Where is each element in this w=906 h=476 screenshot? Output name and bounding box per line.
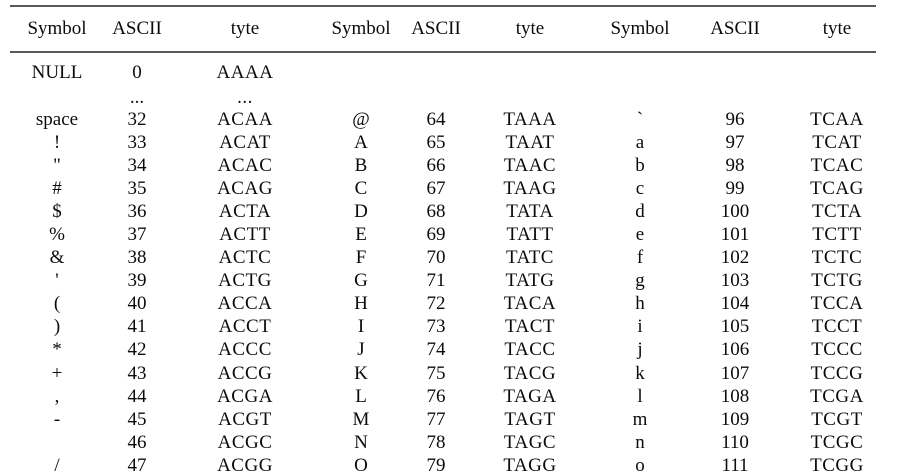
cell-tyte: TACT — [504, 316, 556, 338]
cell-tyte: ACTT — [219, 224, 271, 246]
cell-ascii: 67 — [426, 177, 446, 199]
cell-tyte: TAAG — [503, 177, 557, 199]
header-separator-rule — [10, 51, 876, 53]
column-header-ascii-1: ASCII — [112, 18, 162, 39]
cell-symbol: o — [635, 454, 645, 476]
cell-tyte: TCAC — [810, 154, 864, 176]
cell-tyte: TATT — [506, 224, 554, 246]
cell-ascii: 45 — [127, 408, 147, 430]
cell-symbol: a — [635, 131, 645, 153]
cell-ascii: 98 — [725, 154, 745, 176]
cell-ascii: 77 — [426, 408, 446, 430]
cell-symbol: k — [635, 362, 645, 384]
cell-tyte: TCGG — [810, 454, 864, 476]
cell-symbol — [10, 431, 104, 454]
cell-symbol: @ — [352, 108, 370, 130]
column-header-symbol-3: Symbol — [610, 18, 670, 39]
cell-ascii: 36 — [127, 200, 147, 222]
cell-tyte — [780, 87, 894, 109]
cell-ascii: 105 — [720, 316, 750, 338]
cell-ascii: 100 — [720, 200, 750, 222]
cell-tyte: ACAA — [217, 108, 273, 130]
cell-tyte: TCTA — [811, 200, 863, 222]
cell-tyte: TAAT — [505, 131, 555, 153]
cell-ascii: 37 — [127, 224, 147, 246]
cell-tyte: ACCA — [217, 293, 273, 315]
cell-symbol: O — [354, 454, 368, 476]
cell-tyte: TATC — [506, 247, 554, 269]
cell-symbol: G — [354, 270, 368, 292]
cell-ascii: 111 — [721, 454, 749, 476]
cell-tyte: ACGC — [217, 431, 273, 453]
cell-ascii: 75 — [426, 362, 446, 384]
cell-symbol: g — [635, 270, 645, 292]
table-row — [10, 339, 894, 362]
cell-symbol — [320, 58, 402, 87]
table-row — [10, 293, 894, 316]
cell-tyte: TACA — [503, 293, 557, 315]
cell-ascii: 107 — [720, 362, 750, 384]
cell-tyte: TCGC — [810, 431, 864, 453]
cell-symbol: B — [354, 154, 368, 176]
cell-ascii: 41 — [127, 316, 147, 338]
table-row — [10, 108, 894, 131]
cell-symbol: ` — [636, 108, 644, 130]
cell-symbol: E — [355, 224, 367, 246]
cell-symbol: c — [635, 177, 645, 199]
cell-symbol: M — [352, 408, 370, 430]
table-row — [10, 385, 894, 408]
cell-tyte: ACGA — [217, 385, 273, 407]
cell-symbol: K — [354, 362, 368, 384]
cell-tyte: TACC — [504, 339, 556, 361]
cell-symbol: d — [635, 200, 645, 222]
cell-tyte: ACTC — [218, 247, 272, 269]
cell-tyte: ACTG — [218, 270, 272, 292]
cell-tyte — [470, 58, 590, 87]
cell-symbol: " — [53, 154, 61, 176]
table-top-rule — [10, 5, 876, 7]
table-row — [10, 131, 894, 154]
cell-ascii: 73 — [426, 316, 446, 338]
cell-symbol: * — [52, 339, 62, 361]
cell-ascii — [402, 87, 470, 109]
table-row — [10, 223, 894, 246]
table-row — [10, 200, 894, 223]
cell-ascii: 34 — [127, 154, 147, 176]
table-row — [10, 154, 894, 177]
cell-ascii: 42 — [127, 339, 147, 361]
table-row — [10, 58, 894, 87]
cell-symbol — [590, 58, 690, 87]
cell-tyte: TCTG — [811, 270, 863, 292]
cell-tyte: TAGC — [503, 431, 557, 453]
cell-tyte: TAAA — [503, 108, 557, 130]
cell-tyte: TCTC — [811, 247, 863, 269]
cell-ascii: 109 — [720, 408, 750, 430]
cell-ascii: 76 — [426, 385, 446, 407]
cell-tyte: TATA — [506, 200, 554, 222]
cell-ascii: 102 — [720, 247, 750, 269]
cell-symbol — [10, 87, 104, 109]
cell-symbol: % — [49, 224, 65, 246]
cell-symbol: D — [354, 200, 368, 222]
cell-symbol: ! — [53, 131, 61, 153]
cell-symbol — [590, 87, 690, 109]
column-header-symbol-1: Symbol — [27, 18, 87, 39]
cell-ascii: 79 — [426, 454, 446, 476]
cell-tyte: ACGT — [218, 408, 272, 430]
cell-ascii: 38 — [127, 247, 147, 269]
cell-tyte: ACAG — [217, 177, 273, 199]
cell-ascii: 71 — [426, 270, 446, 292]
cell-symbol: space — [35, 108, 79, 130]
cell-ascii: 35 — [127, 177, 147, 199]
cell-tyte: TCCC — [811, 339, 863, 361]
table-header-row — [10, 14, 894, 44]
cell-ascii: 106 — [720, 339, 750, 361]
cell-ascii: 97 — [725, 131, 745, 153]
cell-ascii: 103 — [720, 270, 750, 292]
cell-tyte: ACCT — [218, 316, 272, 338]
cell-ascii: 39 — [127, 270, 147, 292]
cell-ascii: 99 — [725, 177, 745, 199]
cell-tyte: ACAT — [219, 131, 271, 153]
cell-symbol: I — [357, 316, 365, 338]
table-row — [10, 454, 894, 476]
cell-ascii: 64 — [426, 108, 446, 130]
cell-ascii: 96 — [725, 108, 745, 130]
cell-tyte: TCCA — [810, 293, 864, 315]
cell-ascii: 78 — [426, 431, 446, 453]
cell-ascii: 104 — [720, 293, 750, 315]
cell-tyte: TCAA — [810, 108, 864, 130]
cell-symbol: ' — [55, 270, 59, 292]
cell-ascii: 66 — [426, 154, 446, 176]
cell-ascii: 101 — [720, 224, 750, 246]
cell-tyte — [780, 58, 894, 87]
cell-ascii: 44 — [127, 385, 147, 407]
cell-symbol: j — [637, 339, 643, 361]
cell-symbol: J — [357, 339, 365, 361]
cell-tyte: TAGA — [503, 385, 557, 407]
table-row — [10, 87, 894, 108]
column-header-ascii-3: ASCII — [710, 18, 760, 39]
cell-symbol: i — [637, 316, 643, 338]
cell-ascii: ... — [129, 87, 145, 108]
cell-ascii: 70 — [426, 247, 446, 269]
cell-symbol: f — [636, 247, 644, 269]
cell-tyte: ... — [237, 87, 253, 108]
cell-ascii — [402, 58, 470, 87]
cell-ascii: 65 — [426, 131, 446, 153]
cell-ascii: 33 — [127, 131, 147, 153]
cell-tyte: TATG — [505, 270, 555, 292]
column-header-symbol-2: Symbol — [331, 18, 391, 39]
cell-symbol: , — [54, 385, 60, 407]
cell-tyte: TCTT — [812, 224, 862, 246]
cell-symbol: l — [637, 385, 643, 407]
cell-symbol: - — [53, 408, 61, 430]
cell-ascii: 68 — [426, 200, 446, 222]
cell-ascii — [690, 87, 780, 109]
table-row — [10, 362, 894, 385]
cell-tyte: TCCG — [810, 362, 864, 384]
table-body — [10, 58, 894, 476]
cell-ascii: 0 — [132, 61, 142, 83]
column-header-tyte-2: tyte — [515, 18, 545, 39]
cell-ascii: 72 — [426, 293, 446, 315]
cell-ascii: 47 — [127, 454, 147, 476]
table-row — [10, 177, 894, 200]
column-header-tyte-1: tyte — [230, 18, 260, 39]
cell-tyte: TCGA — [810, 385, 864, 407]
cell-ascii: 110 — [721, 431, 749, 453]
cell-symbol: A — [354, 131, 368, 153]
cell-tyte: ACGG — [217, 454, 273, 476]
cell-symbol: # — [52, 177, 62, 199]
table-row — [10, 270, 894, 293]
cell-symbol: n — [635, 431, 645, 453]
cell-tyte: AAAA — [216, 61, 274, 83]
cell-symbol: b — [635, 154, 645, 176]
table-row — [10, 316, 894, 339]
cell-ascii: 46 — [127, 431, 147, 453]
column-header-tyte-3: tyte — [822, 18, 852, 39]
cell-symbol: L — [355, 385, 367, 407]
cell-symbol: e — [635, 224, 645, 246]
cell-tyte: ACCG — [217, 362, 273, 384]
cell-ascii — [690, 58, 780, 87]
cell-ascii: 69 — [426, 224, 446, 246]
cell-tyte: TAAC — [503, 154, 557, 176]
cell-tyte: ACAC — [217, 154, 273, 176]
cell-tyte: TAGT — [504, 408, 556, 430]
cell-symbol: N — [354, 431, 368, 453]
cell-tyte: ACTA — [218, 200, 272, 222]
cell-symbol: H — [354, 293, 368, 315]
table-row — [10, 408, 894, 431]
cell-tyte: TCGT — [811, 408, 863, 430]
cell-ascii: 74 — [426, 339, 446, 361]
cell-symbol: m — [632, 408, 648, 430]
cell-tyte: TCAT — [812, 131, 862, 153]
cell-ascii: 43 — [127, 362, 147, 384]
cell-tyte: ACCC — [218, 339, 272, 361]
cell-symbol: h — [635, 293, 645, 315]
cell-tyte: TCAG — [810, 177, 864, 199]
cell-symbol: ( — [53, 293, 61, 315]
cell-symbol: / — [54, 454, 60, 476]
cell-symbol: NULL — [31, 61, 83, 83]
cell-symbol: + — [51, 362, 63, 384]
cell-tyte: TACG — [503, 362, 557, 384]
table-row — [10, 431, 894, 454]
column-header-ascii-2: ASCII — [411, 18, 461, 39]
cell-ascii: 40 — [127, 293, 147, 315]
cell-ascii: 32 — [127, 108, 147, 130]
cell-symbol: & — [49, 247, 65, 269]
table-row — [10, 247, 894, 270]
cell-symbol: F — [355, 247, 367, 269]
cell-tyte: TAGG — [503, 454, 557, 476]
cell-symbol — [320, 87, 402, 109]
cell-tyte — [470, 87, 590, 109]
cell-symbol: ) — [53, 316, 61, 338]
cell-ascii: 108 — [720, 385, 750, 407]
cell-symbol: $ — [52, 200, 62, 222]
cell-tyte: TCCT — [811, 316, 863, 338]
cell-symbol: C — [354, 177, 368, 199]
